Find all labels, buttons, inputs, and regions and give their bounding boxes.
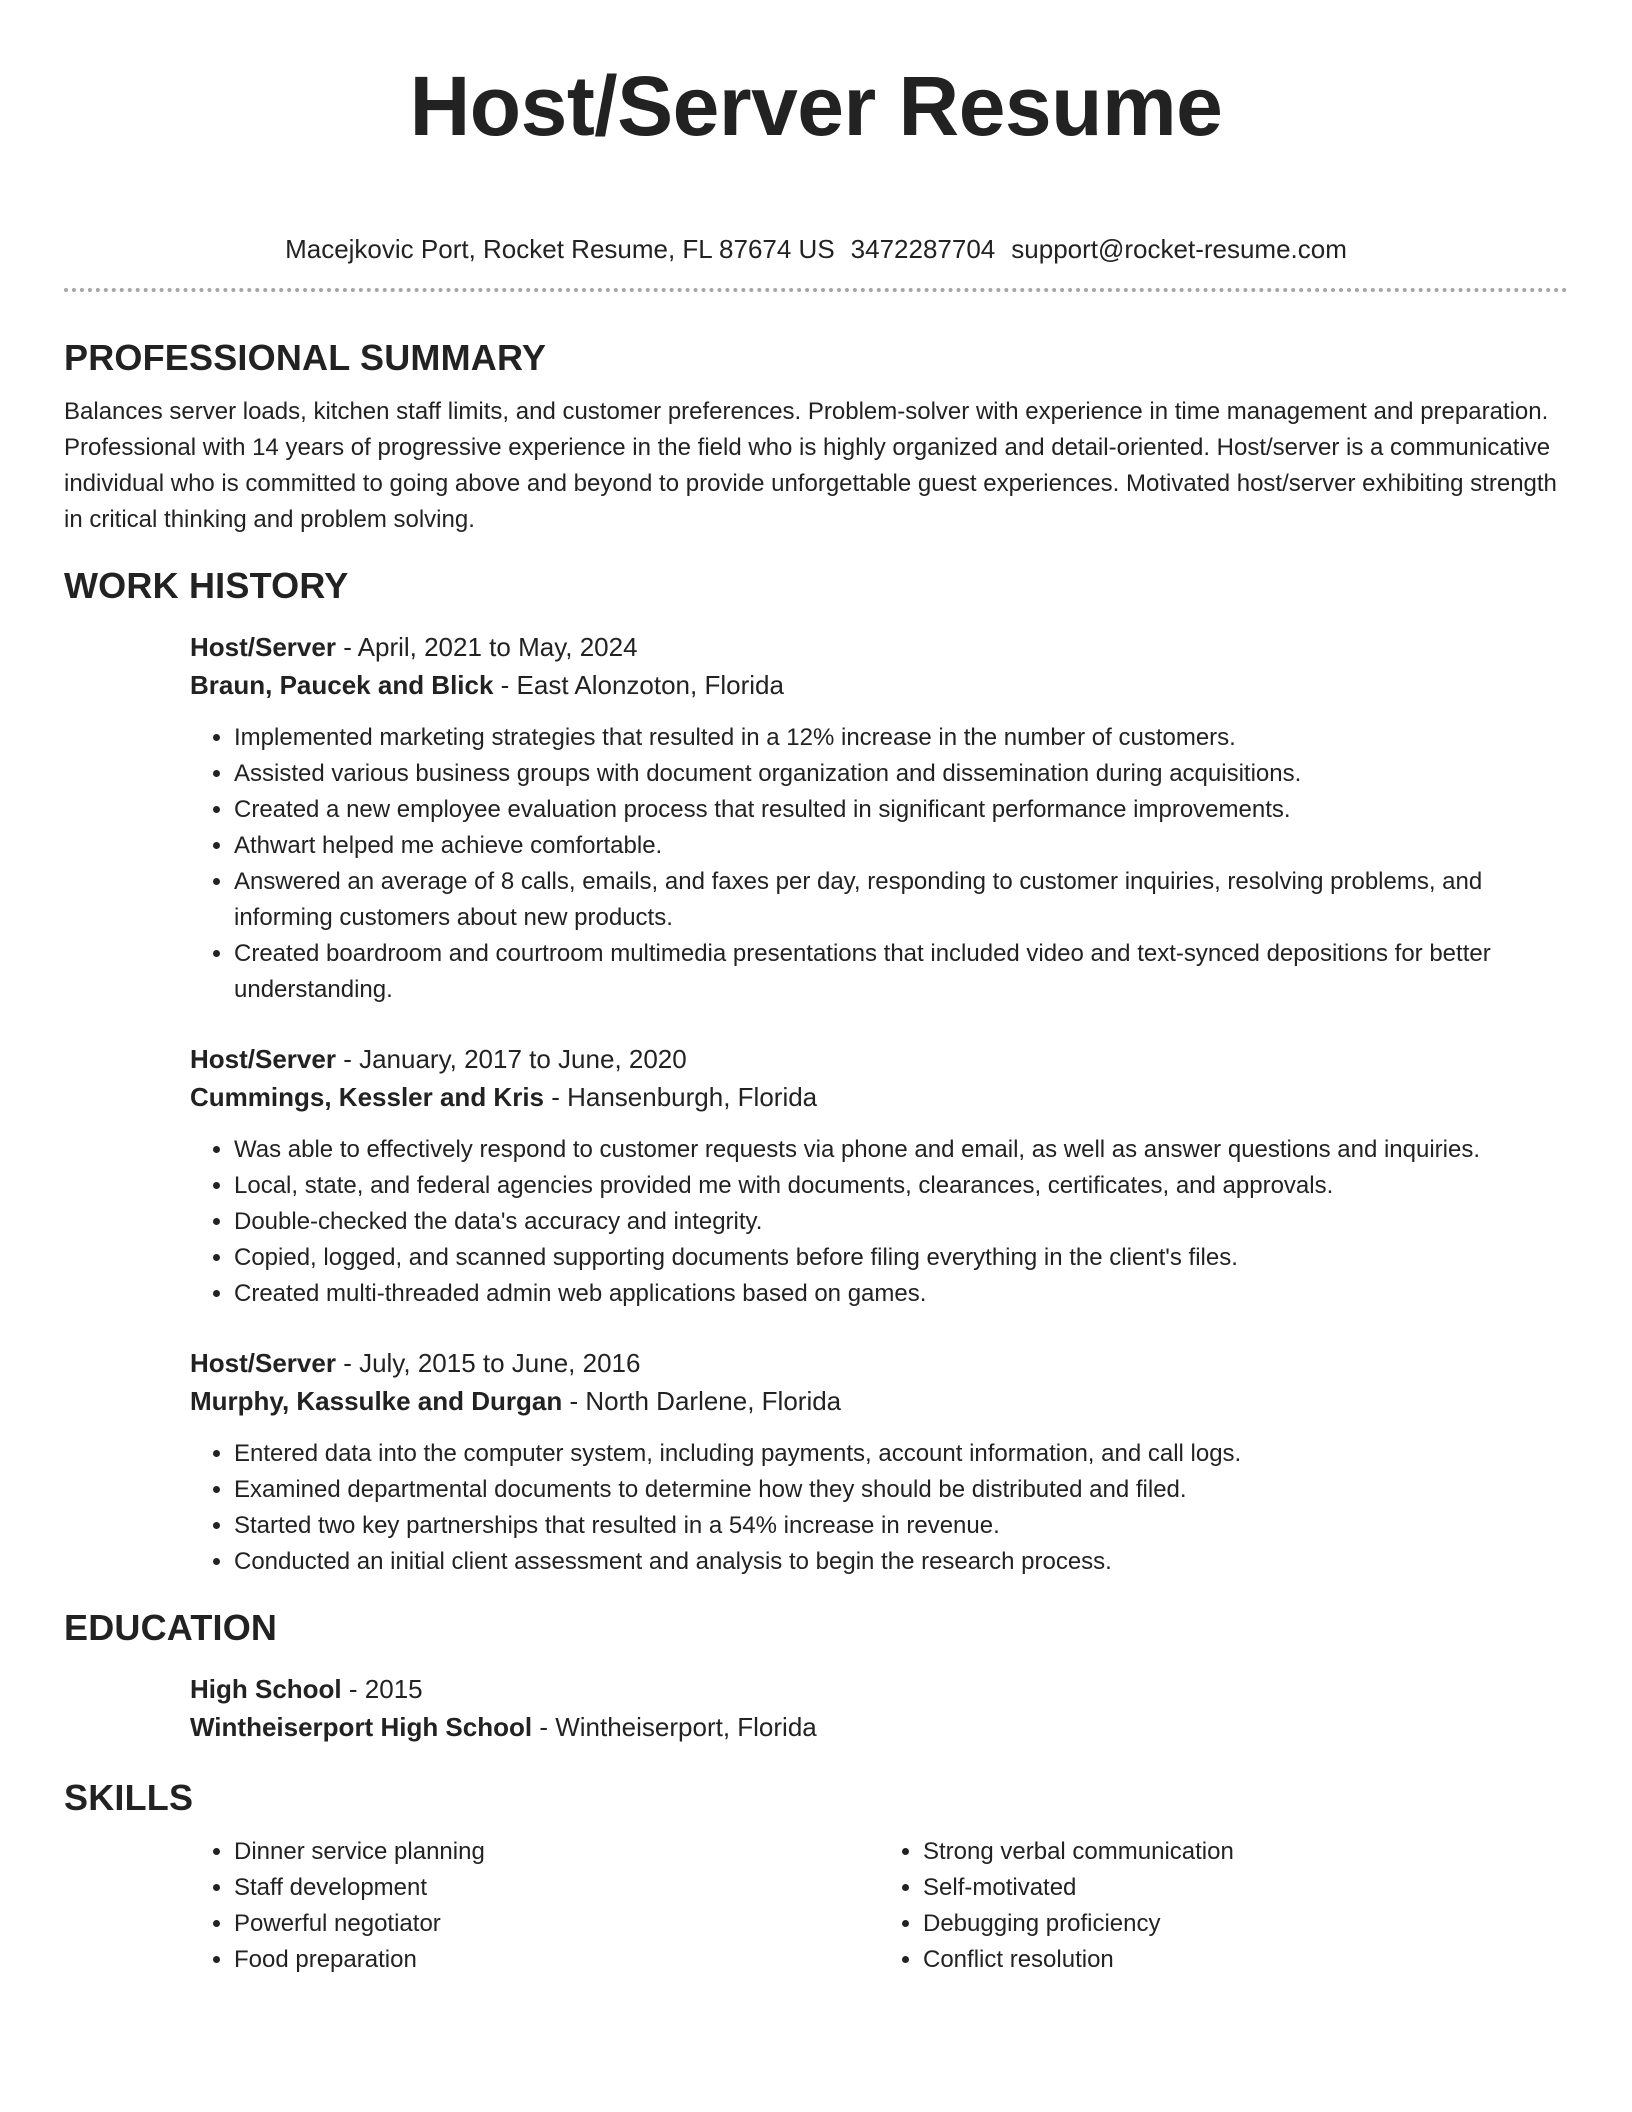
job-dates: - January, 2017 to June, 2020 (335, 1044, 687, 1074)
job-bullet: • Athwart helped me achieve comfortable. (234, 828, 1568, 864)
skill-item: • Strong verbal communication (923, 1834, 1568, 1870)
skills-heading: SKILLS (64, 1777, 194, 1818)
skill-item: • Food preparation (234, 1942, 879, 1978)
job-bullet: • Created a new employee evaluation process that resulted in significant performance improvements. (234, 792, 1568, 828)
job-company: Braun, Paucek and Blick (190, 670, 494, 700)
skills-list-right (879, 1834, 1568, 1978)
job-bullet: • Assisted various business groups with document organization and dissemination during acquisitions. (234, 756, 1568, 792)
work-history-heading: WORK HISTORY (64, 565, 349, 606)
education-location: - Wintheiserport, Florida (532, 1712, 817, 1742)
education-school-line (190, 1708, 1568, 1746)
job-bullet: • Examined departmental documents to determine how they should be distributed and filed. (234, 1472, 1568, 1508)
education-degree: High School (190, 1674, 342, 1704)
job-title: Host/Server (190, 1044, 336, 1074)
job-bullet: • Created multi-threaded admin web applications based on games. (234, 1276, 1568, 1312)
contact-line (64, 232, 1568, 266)
education-heading: EDUCATION (64, 1607, 278, 1648)
education-degree-line (190, 1670, 1568, 1708)
skill-item: • Powerful negotiator (234, 1906, 879, 1942)
skill-item: • Staff development (234, 1870, 879, 1906)
contact-address: Macejkovic Port, Rocket Resume, FL 87674 US (285, 234, 835, 264)
job-company-line (190, 1382, 1568, 1420)
skills-columns (190, 1834, 1568, 1978)
job-bullet: • Answered an average of 8 calls, emails, and faxes per day, responding to customer inquiries, resolving problems, and informing customers about new products. (234, 864, 1568, 936)
job-bullet: • Double-checked the data's accuracy and integrity. (234, 1204, 1568, 1240)
skills-list-left (190, 1834, 879, 1978)
job-entry (190, 1344, 1568, 1580)
skill-item: • Dinner service planning (234, 1834, 879, 1870)
skill-item: • Conflict resolution (923, 1942, 1568, 1978)
resume-title: Host/Server Resume (409, 59, 1223, 153)
job-company-line (190, 666, 1568, 704)
job-bullet: • Created boardroom and courtroom multimedia presentations that included video and text-synced depositions for better understanding. (234, 936, 1568, 1008)
job-bullets (190, 1132, 1568, 1312)
job-bullet: • Started two key partnerships that resulted in a 54% increase in revenue. (234, 1508, 1568, 1544)
job-bullet: • Implemented marketing strategies that resulted in a 12% increase in the number of customers. (234, 720, 1568, 756)
education-school: Wintheiserport High School (190, 1712, 533, 1742)
job-title-line (190, 628, 1568, 666)
job-company: Murphy, Kassulke and Durgan (190, 1386, 563, 1416)
job-title-line (190, 1040, 1568, 1078)
education-entry (190, 1670, 1568, 1746)
job-company-line (190, 1078, 1568, 1116)
job-title: Host/Server (190, 1348, 336, 1378)
summary-heading: PROFESSIONAL SUMMARY (64, 337, 547, 378)
job-bullet: • Entered data into the computer system, including payments, account information, and call logs. (234, 1436, 1568, 1472)
job-dates: - April, 2021 to May, 2024 (335, 632, 638, 662)
contact-email: support@rocket-resume.com (1011, 234, 1347, 264)
job-entry (190, 1040, 1568, 1312)
job-location: - North Darlene, Florida (562, 1386, 842, 1416)
job-company: Cummings, Kessler and Kris (190, 1082, 544, 1112)
job-bullets (190, 1436, 1568, 1580)
job-title-line (190, 1344, 1568, 1382)
contact-phone: 3472287704 (850, 234, 996, 264)
job-location: - Hansenburgh, Florida (544, 1082, 818, 1112)
job-entry (190, 628, 1568, 1008)
job-bullet: • Copied, logged, and scanned supporting documents before filing everything in the client's files. (234, 1240, 1568, 1276)
job-bullet: • Conducted an initial client assessment and analysis to begin the research process. (234, 1544, 1568, 1580)
job-bullet: • Local, state, and federal agencies provided me with documents, clearances, certificates, and approvals. (234, 1168, 1568, 1204)
skill-item: • Debugging proficiency (923, 1906, 1568, 1942)
education-year: - 2015 (341, 1674, 423, 1704)
job-dates: - July, 2015 to June, 2016 (335, 1348, 641, 1378)
job-location: - East Alonzoton, Florida (493, 670, 784, 700)
header-divider (64, 288, 1568, 292)
summary-text: Balances server loads, kitchen staff limits, and customer preferences. Problem-solver with experience in time management and preparation. Professional with 14 years of progressive experience in the field who is highly organized and detail-oriented. Host/server is a communicative individual who is committed to going above and beyond to provide unforgettable guest experiences. Motivated host/server exhibiting strength in critical thinking and problem solving. (64, 398, 1557, 533)
job-title: Host/Server (190, 632, 336, 662)
skill-item: • Self-motivated (923, 1870, 1568, 1906)
job-bullets (190, 720, 1568, 1008)
job-bullet: • Was able to effectively respond to customer requests via phone and email, as well as answer questions and inquiries. (234, 1132, 1568, 1168)
